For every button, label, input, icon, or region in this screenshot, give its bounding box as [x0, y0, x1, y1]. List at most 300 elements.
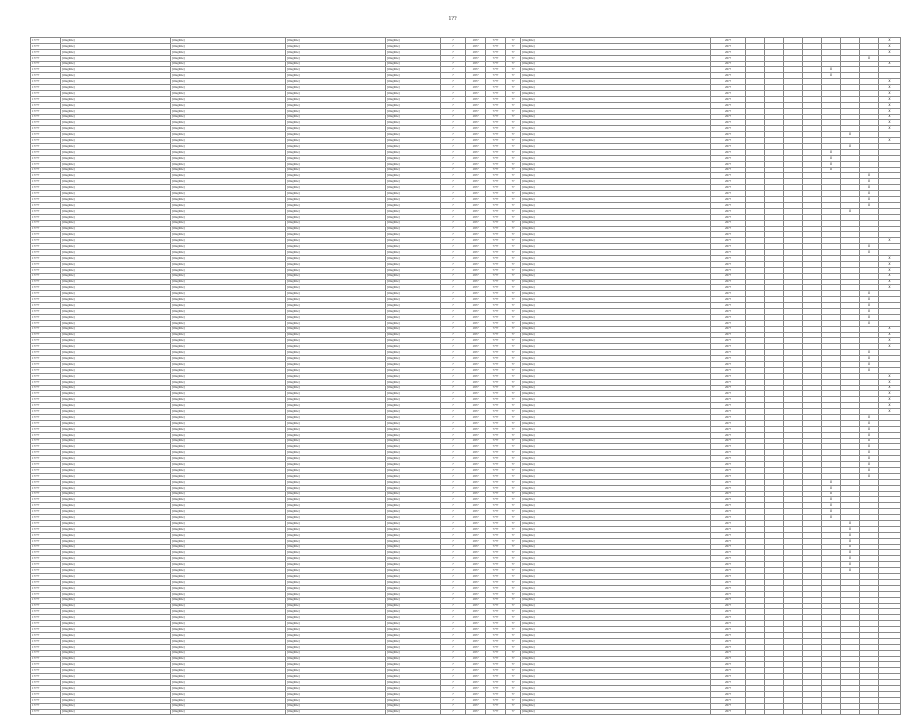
cell-area: ???? — [486, 379, 506, 385]
cell-area: ???? — [486, 332, 506, 338]
cell-area: ???? — [486, 291, 506, 297]
cell-id: 1???? — [31, 356, 61, 362]
cell-street: [illegible] — [386, 397, 441, 403]
cell-area: ???? — [486, 250, 506, 256]
cell-area: ???? — [486, 615, 506, 621]
cell-cost: ?? — [506, 356, 521, 362]
cell-id: 1???? — [31, 250, 61, 256]
cell-street: [illegible] — [386, 102, 441, 108]
cell-year: 19?? — [466, 320, 486, 326]
cell-period: 20?? — [711, 680, 746, 686]
cell-period: 20?? — [711, 644, 746, 650]
cell-year: 19?? — [466, 149, 486, 155]
cell-year: 19?? — [466, 55, 486, 61]
cell-work-type: [illegible] — [521, 214, 711, 220]
cell-settlement: [illegible] — [171, 585, 286, 591]
cell-locality: [illegible] — [286, 285, 386, 291]
cell-municipality: [illegible] — [61, 108, 171, 114]
cell-street: [illegible] — [386, 432, 441, 438]
cell-cost: ?? — [506, 155, 521, 161]
cell-cost: ?? — [506, 361, 521, 367]
cell-id: 1???? — [31, 320, 61, 326]
cell-street: [illegible] — [386, 385, 441, 391]
cell-id: 1???? — [31, 49, 61, 55]
cell-mark-8: X — [879, 373, 901, 379]
cell-work-type: [illegible] — [521, 568, 711, 574]
cell-year: 19?? — [466, 621, 486, 627]
cell-id: 1???? — [31, 67, 61, 73]
cell-period: 20?? — [711, 96, 746, 102]
cell-period: 20?? — [711, 238, 746, 244]
cell-work-type: [illegible] — [521, 79, 711, 85]
cell-cost: ?? — [506, 67, 521, 73]
cell-street: [illegible] — [386, 609, 441, 615]
cell-id: 1???? — [31, 344, 61, 350]
cell-settlement: [illegible] — [171, 138, 286, 144]
cell-id: 1???? — [31, 367, 61, 373]
cell-settlement: [illegible] — [171, 126, 286, 132]
cell-cost: ?? — [506, 515, 521, 521]
cell-id: 1???? — [31, 538, 61, 544]
cell-mark-7: X — [860, 356, 879, 362]
cell-year: 19?? — [466, 102, 486, 108]
cell-house: ? — [441, 409, 466, 415]
cell-settlement: [illegible] — [171, 61, 286, 67]
cell-area: ???? — [486, 244, 506, 250]
cell-area: ???? — [486, 303, 506, 309]
cell-mark-8: X — [879, 85, 901, 91]
cell-cost: ?? — [506, 297, 521, 303]
cell-year: 19?? — [466, 491, 486, 497]
cell-municipality: [illegible] — [61, 179, 171, 185]
cell-settlement: [illegible] — [171, 391, 286, 397]
cell-mark-7: X — [860, 250, 879, 256]
cell-year: 19?? — [466, 220, 486, 226]
cell-work-type: [illegible] — [521, 685, 711, 691]
cell-id: 1???? — [31, 627, 61, 633]
cell-period: 20?? — [711, 85, 746, 91]
cell-id: 1???? — [31, 338, 61, 344]
cell-street: [illegible] — [386, 574, 441, 580]
cell-municipality: [illegible] — [61, 138, 171, 144]
cell-year: 19?? — [466, 144, 486, 150]
cell-street: [illegible] — [386, 126, 441, 132]
cell-settlement: [illegible] — [171, 562, 286, 568]
cell-municipality: [illegible] — [61, 526, 171, 532]
cell-settlement: [illegible] — [171, 149, 286, 155]
cell-mark-8: X — [879, 49, 901, 55]
cell-work-type: [illegible] — [521, 220, 711, 226]
cell-settlement: [illegible] — [171, 361, 286, 367]
cell-street: [illegible] — [386, 155, 441, 161]
cell-cost: ?? — [506, 73, 521, 79]
cell-locality: [illegible] — [286, 308, 386, 314]
cell-id: 1???? — [31, 132, 61, 138]
cell-settlement: [illegible] — [171, 144, 286, 150]
cell-cost: ?? — [506, 38, 521, 44]
cell-period: 20?? — [711, 314, 746, 320]
cell-settlement: [illegible] — [171, 273, 286, 279]
cell-settlement: [illegible] — [171, 132, 286, 138]
cell-id: 1???? — [31, 126, 61, 132]
cell-municipality: [illegible] — [61, 350, 171, 356]
cell-year: 19?? — [466, 556, 486, 562]
cell-locality: [illegible] — [286, 96, 386, 102]
cell-street: [illegible] — [386, 73, 441, 79]
cell-settlement: [illegible] — [171, 544, 286, 550]
cell-period: 20?? — [711, 568, 746, 574]
cell-work-type: [illegible] — [521, 420, 711, 426]
cell-work-type: [illegible] — [521, 674, 711, 680]
cell-street: [illegible] — [386, 709, 441, 715]
cell-municipality: [illegible] — [61, 226, 171, 232]
cell-house: ? — [441, 179, 466, 185]
cell-settlement: [illegible] — [171, 179, 286, 185]
cell-mark-5: X — [822, 161, 841, 167]
cell-cost: ?? — [506, 509, 521, 515]
cell-municipality: [illegible] — [61, 432, 171, 438]
cell-house: ? — [441, 680, 466, 686]
cell-cost: ?? — [506, 161, 521, 167]
cell-cost: ?? — [506, 220, 521, 226]
cell-locality: [illegible] — [286, 415, 386, 421]
cell-period: 20?? — [711, 432, 746, 438]
cell-id: 1???? — [31, 332, 61, 338]
cell-settlement: [illegible] — [171, 538, 286, 544]
cell-locality: [illegible] — [286, 497, 386, 503]
cell-mark-7: X — [860, 473, 879, 479]
cell-area: ???? — [486, 485, 506, 491]
cell-year: 19?? — [466, 356, 486, 362]
cell-mark-8: X — [879, 108, 901, 114]
cell-locality: [illegible] — [286, 674, 386, 680]
cell-municipality: [illegible] — [61, 214, 171, 220]
cell-area: ???? — [486, 61, 506, 67]
cell-locality: [illegible] — [286, 574, 386, 580]
cell-work-type: [illegible] — [521, 38, 711, 44]
cell-area: ???? — [486, 450, 506, 456]
cell-cost: ?? — [506, 279, 521, 285]
cell-period: 20?? — [711, 138, 746, 144]
cell-municipality: [illegible] — [61, 691, 171, 697]
cell-house: ? — [441, 479, 466, 485]
cell-area: ???? — [486, 644, 506, 650]
cell-mark-6: X — [841, 208, 860, 214]
cell-locality: [illegible] — [286, 521, 386, 527]
cell-street: [illegible] — [386, 473, 441, 479]
cell-locality: [illegible] — [286, 267, 386, 273]
cell-mark-5: X — [822, 491, 841, 497]
cell-mark-7: X — [860, 450, 879, 456]
cell-street: [illegible] — [386, 279, 441, 285]
cell-work-type: [illegible] — [521, 291, 711, 297]
cell-house: ? — [441, 67, 466, 73]
cell-id: 1???? — [31, 668, 61, 674]
cell-locality: [illegible] — [286, 108, 386, 114]
cell-street: [illegible] — [386, 297, 441, 303]
cell-period: 20?? — [711, 515, 746, 521]
cell-work-type: [illegible] — [521, 208, 711, 214]
cell-cost: ?? — [506, 621, 521, 627]
cell-locality: [illegible] — [286, 126, 386, 132]
cell-cost: ?? — [506, 438, 521, 444]
cell-municipality: [illegible] — [61, 73, 171, 79]
cell-work-type: [illegible] — [521, 644, 711, 650]
cell-street: [illegible] — [386, 38, 441, 44]
cell-street: [illegible] — [386, 450, 441, 456]
cell-id: 1???? — [31, 603, 61, 609]
cell-house: ? — [441, 609, 466, 615]
cell-municipality: [illegible] — [61, 532, 171, 538]
cell-mark-1 — [746, 709, 765, 715]
cell-work-type: [illegible] — [521, 680, 711, 686]
cell-house: ? — [441, 397, 466, 403]
cell-settlement: [illegible] — [171, 167, 286, 173]
cell-mark-7: X — [860, 444, 879, 450]
cell-mark-8: X — [879, 391, 901, 397]
cell-locality: [illegible] — [286, 191, 386, 197]
cell-period: 20?? — [711, 320, 746, 326]
cell-id: 1???? — [31, 597, 61, 603]
cell-work-type: [illegible] — [521, 155, 711, 161]
cell-municipality: [illegible] — [61, 550, 171, 556]
cell-house: ? — [441, 597, 466, 603]
cell-id: 1???? — [31, 674, 61, 680]
cell-locality: [illegible] — [286, 515, 386, 521]
cell-street: [illegible] — [386, 356, 441, 362]
cell-cost: ?? — [506, 350, 521, 356]
cell-area: ???? — [486, 314, 506, 320]
cell-cost: ?? — [506, 532, 521, 538]
cell-year: 19?? — [466, 385, 486, 391]
cell-area: ???? — [486, 350, 506, 356]
cell-street: [illegible] — [386, 456, 441, 462]
cell-settlement: [illegible] — [171, 656, 286, 662]
cell-municipality: [illegible] — [61, 132, 171, 138]
cell-locality: [illegible] — [286, 273, 386, 279]
cell-period: 20?? — [711, 691, 746, 697]
cell-locality: [illegible] — [286, 332, 386, 338]
cell-period: 20?? — [711, 585, 746, 591]
cell-mark-7: X — [860, 297, 879, 303]
cell-municipality: [illegible] — [61, 114, 171, 120]
cell-year: 19?? — [466, 521, 486, 527]
cell-street: [illegible] — [386, 214, 441, 220]
cell-year: 19?? — [466, 456, 486, 462]
cell-period: 20?? — [711, 338, 746, 344]
cell-area: ???? — [486, 114, 506, 120]
cell-cost: ?? — [506, 426, 521, 432]
cell-work-type: [illegible] — [521, 273, 711, 279]
cell-id: 1???? — [31, 149, 61, 155]
cell-period: 20?? — [711, 303, 746, 309]
cell-period: 20?? — [711, 697, 746, 703]
cell-area: ???? — [486, 320, 506, 326]
cell-locality: [illegible] — [286, 438, 386, 444]
cell-year: 19?? — [466, 503, 486, 509]
cell-locality: [illegible] — [286, 391, 386, 397]
cell-year: 19?? — [466, 697, 486, 703]
cell-id: 1???? — [31, 556, 61, 562]
cell-work-type: [illegible] — [521, 662, 711, 668]
cell-period: 20?? — [711, 220, 746, 226]
cell-municipality: [illegible] — [61, 656, 171, 662]
cell-settlement: [illegible] — [171, 685, 286, 691]
cell-mark-8: X — [879, 403, 901, 409]
cell-municipality: [illegible] — [61, 126, 171, 132]
cell-period: 20?? — [711, 426, 746, 432]
cell-settlement: [illegible] — [171, 627, 286, 633]
cell-locality: [illegible] — [286, 591, 386, 597]
cell-house: ? — [441, 38, 466, 44]
cell-municipality: [illegible] — [61, 155, 171, 161]
cell-period: 20?? — [711, 556, 746, 562]
cell-cost: ?? — [506, 391, 521, 397]
cell-id: 1???? — [31, 450, 61, 456]
cell-id: 1???? — [31, 656, 61, 662]
cell-municipality: [illegible] — [61, 79, 171, 85]
cell-work-type: [illegible] — [521, 591, 711, 597]
cell-work-type: [illegible] — [521, 126, 711, 132]
cell-house: ? — [441, 509, 466, 515]
cell-locality: [illegible] — [286, 326, 386, 332]
cell-settlement: [illegible] — [171, 367, 286, 373]
cell-area: ???? — [486, 509, 506, 515]
cell-work-type: [illegible] — [521, 615, 711, 621]
cell-municipality: [illegible] — [61, 568, 171, 574]
cell-period: 20?? — [711, 361, 746, 367]
cell-area: ???? — [486, 279, 506, 285]
cell-cost: ?? — [506, 108, 521, 114]
cell-year: 19?? — [466, 250, 486, 256]
cell-id: 1???? — [31, 568, 61, 574]
cell-area: ???? — [486, 420, 506, 426]
cell-period: 20?? — [711, 132, 746, 138]
cell-work-type: [illegible] — [521, 173, 711, 179]
cell-period: 20?? — [711, 308, 746, 314]
cell-mark-8: X — [879, 379, 901, 385]
cell-period: 20?? — [711, 674, 746, 680]
cell-year: 19?? — [466, 361, 486, 367]
cell-work-type: [illegible] — [521, 361, 711, 367]
cell-house: ? — [441, 656, 466, 662]
cell-settlement: [illegible] — [171, 338, 286, 344]
cell-year: 19?? — [466, 314, 486, 320]
cell-mark-8: X — [879, 344, 901, 350]
cell-work-type: [illegible] — [521, 550, 711, 556]
cell-settlement: [illegible] — [171, 568, 286, 574]
cell-locality: [illegible] — [286, 403, 386, 409]
cell-municipality: [illegible] — [61, 49, 171, 55]
cell-street: [illegible] — [386, 49, 441, 55]
cell-mark-6: X — [841, 568, 860, 574]
cell-street: [illegible] — [386, 320, 441, 326]
cell-cost: ?? — [506, 579, 521, 585]
cell-cost: ?? — [506, 144, 521, 150]
cell-street: [illegible] — [386, 509, 441, 515]
cell-locality: [illegible] — [286, 49, 386, 55]
cell-id: 1???? — [31, 685, 61, 691]
cell-municipality: [illegible] — [61, 609, 171, 615]
cell-period: 20?? — [711, 49, 746, 55]
cell-period: 20?? — [711, 197, 746, 203]
cell-id: 1???? — [31, 79, 61, 85]
cell-house: ? — [441, 420, 466, 426]
cell-period: 20?? — [711, 108, 746, 114]
cell-year: 19?? — [466, 43, 486, 49]
cell-house: ? — [441, 138, 466, 144]
cell-house: ? — [441, 185, 466, 191]
cell-mark-8: X — [879, 332, 901, 338]
cell-work-type: [illegible] — [521, 238, 711, 244]
cell-mark-7: X — [860, 173, 879, 179]
cell-house: ? — [441, 473, 466, 479]
cell-house: ? — [441, 526, 466, 532]
cell-municipality: [illegible] — [61, 591, 171, 597]
cell-settlement: [illegible] — [171, 479, 286, 485]
cell-settlement: [illegible] — [171, 632, 286, 638]
table-body — [31, 38, 901, 715]
cell-year: 19?? — [466, 479, 486, 485]
cell-cost: ?? — [506, 367, 521, 373]
cell-area: ???? — [486, 391, 506, 397]
cell-year: 19?? — [466, 532, 486, 538]
cell-settlement: [illegible] — [171, 255, 286, 261]
cell-municipality: [illegible] — [61, 538, 171, 544]
cell-settlement: [illegible] — [171, 597, 286, 603]
cell-mark-2 — [765, 709, 784, 715]
cell-work-type: [illegible] — [521, 468, 711, 474]
cell-settlement: [illegible] — [171, 96, 286, 102]
cell-mark-7: X — [860, 415, 879, 421]
cell-mark-7: X — [860, 55, 879, 61]
cell-id: 1???? — [31, 562, 61, 568]
cell-municipality: [illegible] — [61, 438, 171, 444]
cell-area: ???? — [486, 691, 506, 697]
cell-area: ???? — [486, 138, 506, 144]
cell-area: ???? — [486, 338, 506, 344]
cell-municipality: [illegible] — [61, 61, 171, 67]
cell-period: 20?? — [711, 350, 746, 356]
cell-id: 1???? — [31, 379, 61, 385]
cell-mark-5: X — [822, 155, 841, 161]
cell-area: ???? — [486, 197, 506, 203]
cell-period: 20?? — [711, 273, 746, 279]
cell-work-type: [illegible] — [521, 149, 711, 155]
cell-period: 20?? — [711, 267, 746, 273]
cell-cost: ?? — [506, 615, 521, 621]
cell-work-type: [illegible] — [521, 709, 711, 715]
cell-settlement: [illegible] — [171, 226, 286, 232]
cell-mark-6: X — [841, 526, 860, 532]
cell-settlement: [illegible] — [171, 214, 286, 220]
cell-mark-7: X — [860, 420, 879, 426]
cell-settlement: [illegible] — [171, 691, 286, 697]
cell-area: ???? — [486, 297, 506, 303]
cell-id: 1???? — [31, 615, 61, 621]
cell-municipality: [illegible] — [61, 562, 171, 568]
cell-house: ? — [441, 55, 466, 61]
cell-municipality: [illegible] — [61, 356, 171, 362]
cell-year: 19?? — [466, 285, 486, 291]
cell-locality: [illegible] — [286, 202, 386, 208]
cell-street: [illegible] — [386, 538, 441, 544]
cell-id: 1???? — [31, 144, 61, 150]
cell-municipality: [illegible] — [61, 574, 171, 580]
cell-period: 20?? — [711, 503, 746, 509]
cell-cost: ?? — [506, 450, 521, 456]
cell-locality: [illegible] — [286, 691, 386, 697]
